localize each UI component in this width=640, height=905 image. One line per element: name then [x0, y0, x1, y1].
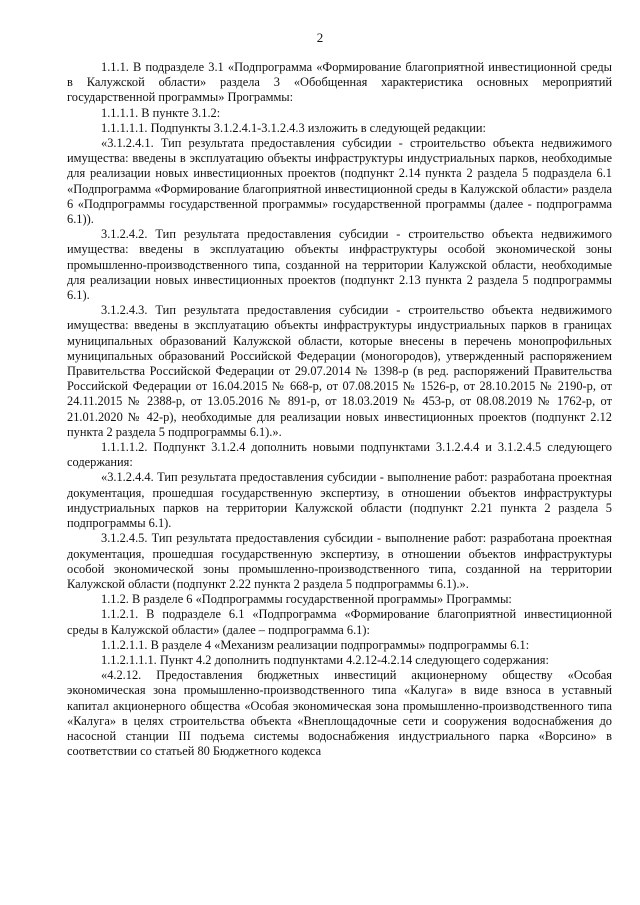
document-body: [67, 60, 612, 759]
paragraph: 3.1.2.4.2. Тип результата предоставления субсидии - строительство объекта недвижимого имущества: введены в эксплуатацию объекты инфраструктуры особой экономической зоны промышленно-производственного типа, созданной на территории Калужской области, необходимые для реализации новых инвестиционных проектов (подпункт 2.13 пункта 2 раздела 5 подпрограммы 6.1).: [67, 227, 612, 303]
paragraph: 1.1.1.1.2. Подпункт 3.1.2.4 дополнить новыми подпунктами 3.1.2.4.4 и 3.1.2.4.5 следующего содержания:: [67, 440, 612, 470]
paragraph: 1.1.2.1. В подразделе 6.1 «Подпрограмма «Формирование благоприятной инвестиционной среды в Калужской области» (далее – подпрограмма 6.1):: [67, 607, 612, 637]
paragraph: «3.1.2.4.1. Тип результата предоставления субсидии - строительство объекта недвижимого имущества: введены в эксплуатацию объекты инфраструктуры индустриальных парков, необходимые для реализации новых инвестиционных проектов (подпункт 2.14 пункта 2 раздела 5 подраздела 6.1 «Подпрограмма «Формирование благоприятной инвестиционной среды в Калужской области» раздела 6 «Подпрограммы государственной программы» государственной программы (далее - подпрограмма 6.1)).: [67, 136, 612, 227]
paragraph: 1.1.1. В подразделе 3.1 «Подпрограмма «Формирование благоприятной инвестиционной среды в Калужской области» раздела 3 «Обобщенная характеристика основных мероприятий государственной программы» Программы:: [67, 60, 612, 105]
paragraph: 1.1.1.1.1. Подпункты 3.1.2.4.1-3.1.2.4.3 изложить в следующей редакции:: [101, 120, 486, 135]
page-number: 2: [316, 30, 324, 45]
paragraph: «4.2.12. Предоставления бюджетных инвестиций акционерному обществу «Особая экономическая зона промышленно-производственного типа «Калуга» в виде взноса в уставный капитал акционерного общества «Особая экономическая зона промышленно-производственного типа «Калуга» в целях строительства объекта «Внеплощадочные сети и сооружения водоснабжения до насосной станции III подъема системы водоснабжения индустриального парка «Ворсино» в соответствии со статьей 80 Бюджетного кодекса: [67, 668, 612, 759]
paragraph: 3.1.2.4.3. Тип результата предоставления субсидии - строительство объекта недвижимого имущества: введены в эксплуатацию объекты инфраструктуры индустриальных парков в границах муниципальных образований Калужской области, которые внесены в перечень монопрофильных муниципальных образований Российской Федерации (моногородов), утвержденный распоряжением Правительства Российской Федерации от 29.07.2014 № 1398-р (в ред. распоряжений Правительства Российской Федерации от 16.04.2015 № 668-р, от 07.08.2015 № 1526-р, от 28.10.2015 № 2190-р, от 24.11.2015 № 2388-р, от 13.05.2016 № 891-р, от 18.03.2019 № 453-р, от 08.08.2019 № 1762-р, от 21.01.2020 № 42-р), необходимые для реализации новых инвестиционных проектов (подпункт 2.12 пункта 2 раздела 5 подпрограммы 6.1).».: [67, 303, 612, 439]
paragraph: 1.1.1.1. В пункте 3.1.2:: [101, 105, 221, 120]
paragraph: 3.1.2.4.5. Тип результата предоставления субсидии - выполнение работ: разработана проектная документация, прошедшая государственную экспертизу, в отношении объектов инфраструктуры особой экономической зоны промышленно-производственного типа, созданной на территории Калужской области (подпункт 2.22 пункта 2 раздела 5 подпрограммы 6.1).».: [67, 531, 612, 591]
paragraph: 1.1.2. В разделе 6 «Подпрограммы государственной программы» Программы:: [101, 592, 512, 607]
paragraph: 1.1.2.1.1.1. Пункт 4.2 дополнить подпунктами 4.2.12-4.2.14 следующего содержания:: [101, 652, 549, 667]
paragraph: 1.1.2.1.1. В разделе 4 «Механизм реализации подпрограммы» подпрограммы 6.1:: [101, 637, 530, 652]
paragraph: «3.1.2.4.4. Тип результата предоставления субсидии - выполнение работ: разработана проектная документация, прошедшая государственную экспертизу, в отношении объектов инфраструктуры индустриальных парков на территории Калужской области (подпункт 2.21 пункта 2 раздела 5 подпрограммы 6.1).: [67, 470, 612, 531]
